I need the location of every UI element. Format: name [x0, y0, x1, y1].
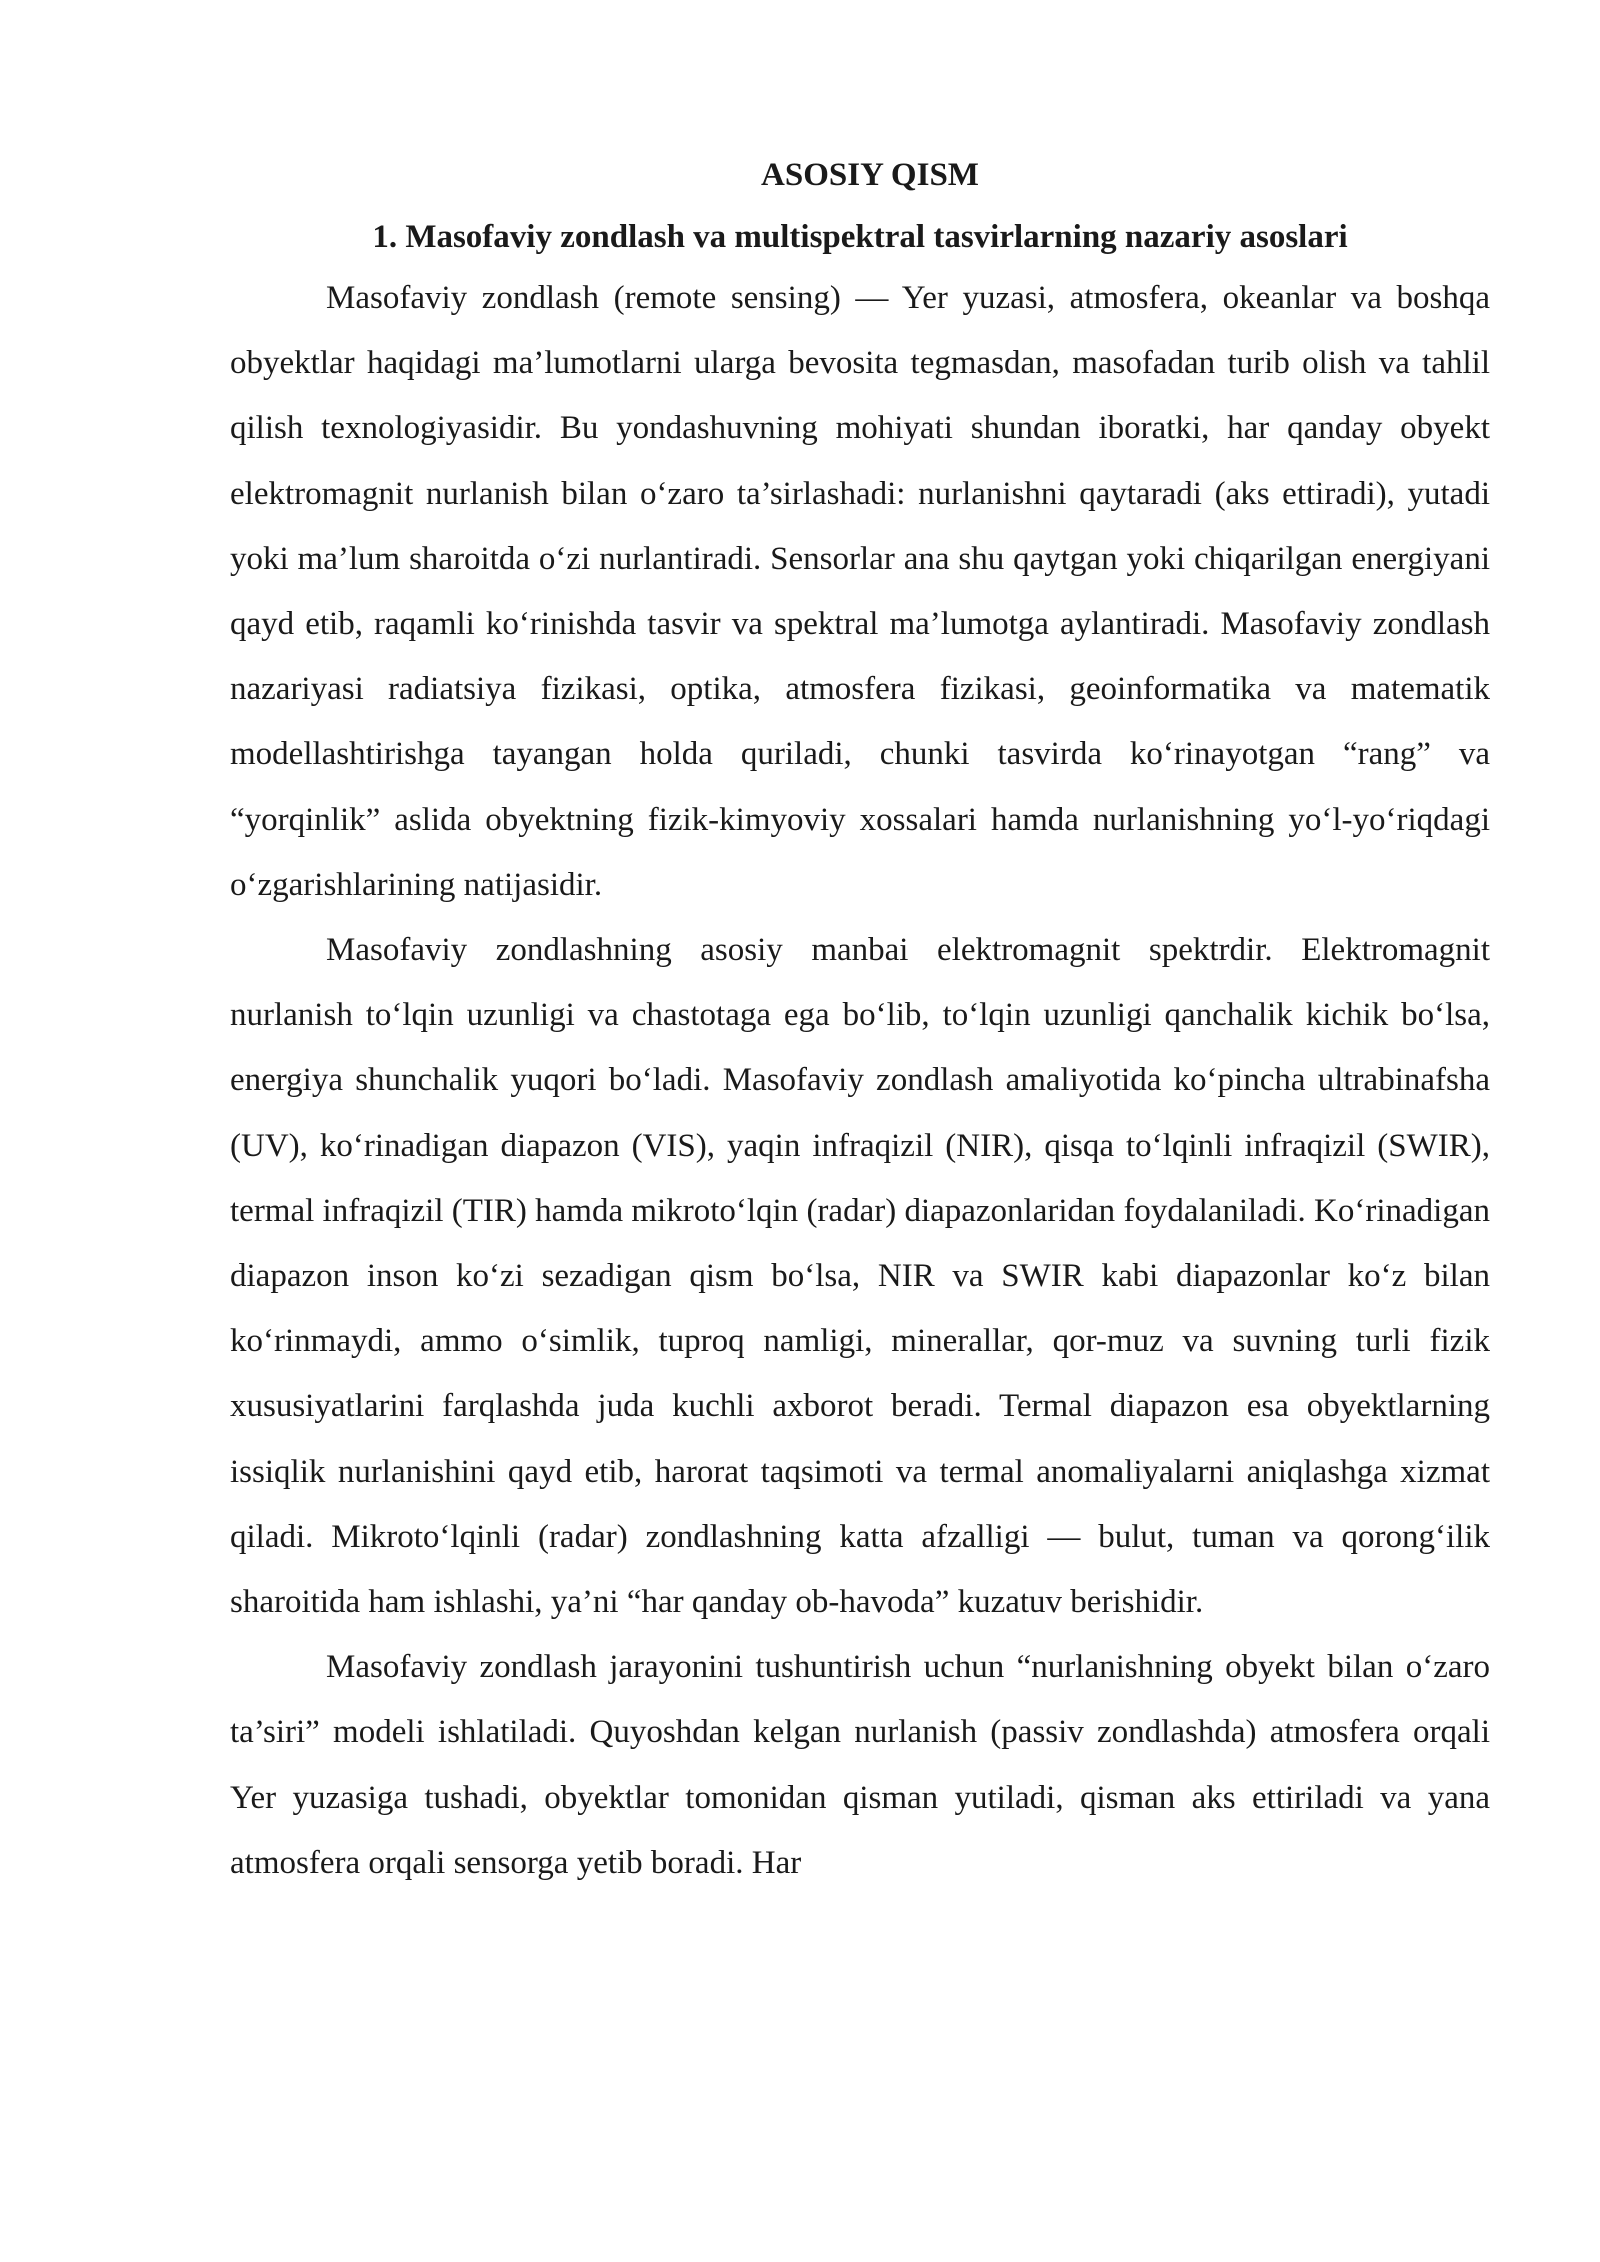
document-page	[230, 150, 1490, 1896]
document-title: ASOSIY QISM	[761, 157, 979, 193]
section-heading: 1. Masofaviy zondlash va multispektral tasvirlarning nazariy asoslari	[372, 219, 1348, 255]
paragraph-1: Masofaviy zondlash (remote sensing) — Yer yuzasi, atmosfera, okeanlar va boshqa obyektlar haqidagi ma’lumotlarni ularga bevosita tegmasdan, masofadan turib olish va tahlil qilish texnologiyasidir. Bu yondashuvning mohiyati shundan iboratki, har qanday obyekt elektromagnit nurlanish bilan o‘zaro ta’sirlashadi: nurlanishni qaytaradi (aks ettiradi), yutadi yoki ma’lum sharoitda o‘zi nurlantiradi. Sensorlar ana shu qaytgan yoki chiqarilgan energiyani qayd etib, raqamli ko‘rinishda tasvir va spektral ma’lumotga aylantiradi. Masofaviy zondlash nazariyasi radiatsiya fizikasi, optika, atmosfera fizikasi, geoinformatika va matematik modellashtirishga tayangan holda quriladi, chunki tasvirda ko‘rinayotgan “rang” va “yorqinlik” aslida obyektning fizik-kimyoviy xossalari hamda nurlanishning yo‘l-yo‘riqdagi o‘zgarishlarining natijasidir.	[230, 280, 1490, 903]
paragraph-3: Masofaviy zondlash jarayonini tushuntirish uchun “nurlanishning obyekt bilan o‘zaro ta’siri” modeli ishlatiladi. Quyoshdan kelgan nurlanish (passiv zondlashda) atmosfera orqali Yer yuzasiga tushadi, obyektlar tomonidan qisman yutiladi, qisman aks ettiriladi va yana atmosfera orqali sensorga yetib boradi. Har	[230, 1649, 1490, 1881]
paragraph-2: Masofaviy zondlashning asosiy manbai elektromagnit spektrdir. Elektromagnit nurlanish to‘lqin uzunligi va chastotaga ega bo‘lib, to‘lqin uzunligi qanchalik kichik bo‘lsa, energiya shunchalik yuqori bo‘ladi. Masofaviy zondlash amaliyotida ko‘pincha ultrabinafsha (UV), ko‘rinadigan diapazon (VIS), yaqin infraqizil (NIR), qisqa to‘lqinli infraqizil (SWIR), termal infraqizil (TIR) hamda mikroto‘lqin (radar) diapazonlaridan foydalaniladi. Ko‘rinadigan diapazon inson ko‘zi sezadigan qism bo‘lsa, NIR va SWIR kabi diapazonlar ko‘z bilan ko‘rinmaydi, ammo o‘simlik, tuproq namligi, minerallar, qor-muz va suvning turli fizik xususiyatlarini farqlashda juda kuchli axborot beradi. Termal diapazon esa obyektlarning issiqlik nurlanishini qayd etib, harorat taqsimoti va termal anomaliyalarni aniqlashga xizmat qiladi. Mikroto‘lqinli (radar) zondlashning katta afzalligi — bulut, tuman va qorong‘ilik sharoitida ham ishlashi, ya’ni “har qanday ob-havoda” kuzatuv berishidir.	[230, 932, 1490, 1621]
